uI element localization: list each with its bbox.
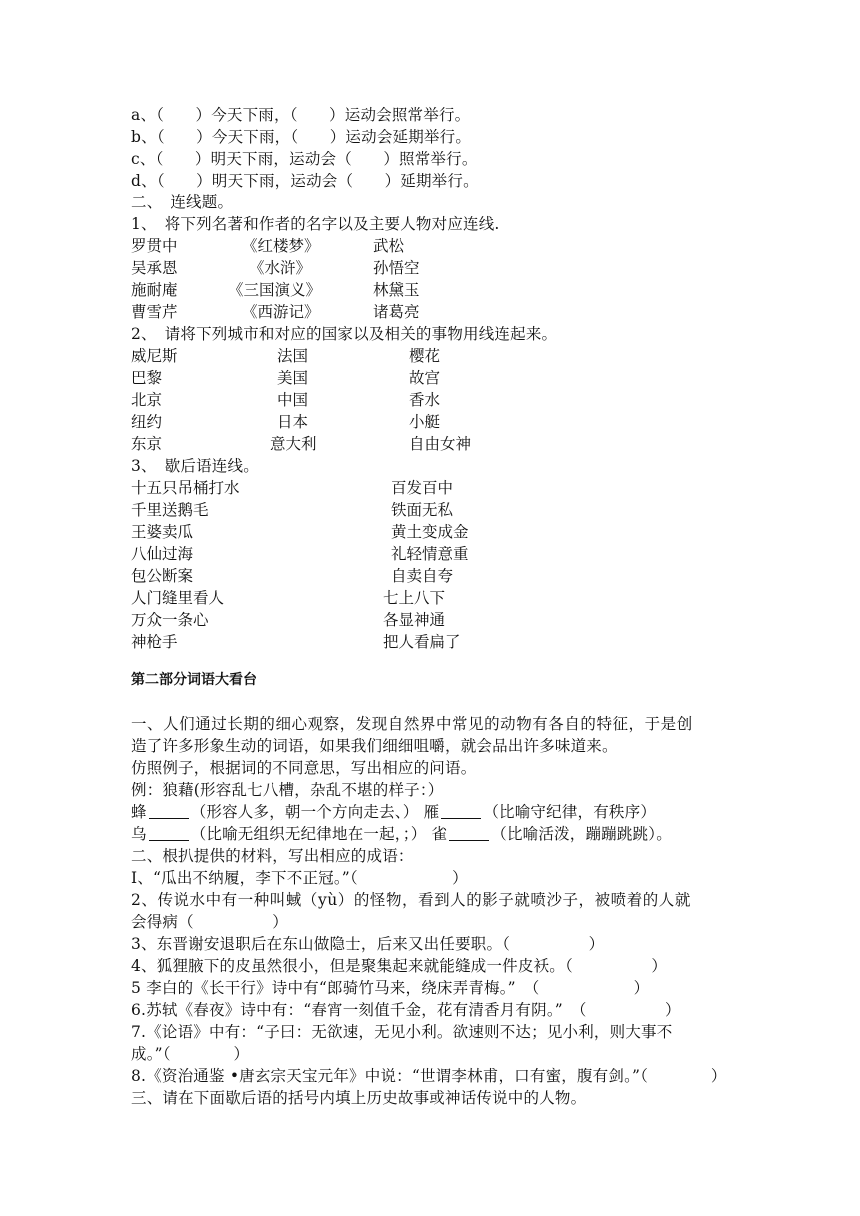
goose-hint: （比喻守纪律，有秩序） [483, 803, 657, 821]
p2-item-2-cont: 会得病（ ） [131, 913, 289, 931]
q3-answer: 礼轻情意重 [391, 545, 469, 563]
q3-answer: 七上八下 [383, 589, 446, 607]
q2-city: 巴黎 [131, 369, 163, 387]
q1-author: 曹雪芹 [131, 303, 178, 321]
option-b: b、（ ）今天下雨，（ ）运动会延期举行。 [131, 128, 472, 146]
p2-item-7: 7.《论语》中有：“子曰：无欲速，无见小利。欲速则不达；见小利，则大事不 [131, 1023, 673, 1041]
q3-riddle: 千里送鹅毛 [131, 501, 209, 519]
q2-item: 自由女神 [409, 435, 472, 453]
q1-character: 武松 [373, 237, 405, 255]
q2-city: 纽约 [131, 413, 163, 431]
crow-blank[interactable] [149, 826, 189, 841]
p2-item-8: 8.《资治通鉴 •唐玄宗天宝元年》中说：“世谓李林甫，口有蜜，腹有剑。”（ ） [131, 1067, 727, 1085]
goose-blank[interactable] [441, 804, 481, 819]
option-a: a、（ ）今天下雨，（ ）运动会照常举行。 [131, 106, 471, 124]
q3-riddle: 人门缝里看人 [131, 589, 225, 607]
q1-character: 林黛玉 [373, 281, 420, 299]
p2-item-1: I、“瓜出不纳履，李下不正冠。”（ ） [131, 869, 468, 887]
q2-country: 中国 [277, 391, 309, 409]
p1-example: 例：狼藉(形容乱七八槽，杂乱不堪的样子：） [131, 781, 444, 799]
q1-character: 诸葛亮 [373, 303, 420, 321]
p2-title: 二、根扒提供的材料，写出相应的成语： [131, 847, 414, 865]
p2-item-2: 2、传说水中有一种叫蜮（yù）的怪物，看到人的影子就喷沙子，被喷着的人就 [131, 891, 691, 909]
sparrow-blank[interactable] [449, 826, 489, 841]
q2-item: 故宫 [409, 369, 441, 387]
p1-intro-line-2: 造了许多形象生动的词语，如果我们细细咀嚼，就会品出许多味道来。 [131, 737, 618, 755]
q3-answer: 铁面无私 [391, 501, 454, 519]
fill-line-1 [131, 801, 656, 823]
option-d: d、（ ）明天下雨，运动会（ ）延期举行。 [131, 172, 479, 190]
q3-riddle: 万众一条心 [131, 611, 209, 629]
q1-book: 《水浒》 [249, 259, 312, 277]
q3-answer: 把人看扁了 [383, 633, 461, 651]
p2-item-4: 4、狐狸腋下的皮虽然很小，但是聚集起来就能缝成一件皮袄。（ ） [131, 957, 668, 975]
q1-book: 《三国演义》 [228, 281, 322, 299]
p2-item-5: 5 李白的《长干行》诗中有“郎骑竹马来，绕床弄青梅。” （ ） [131, 979, 650, 997]
q3-riddle: 王婆卖瓜 [131, 523, 194, 541]
q2-city: 威尼斯 [131, 347, 178, 365]
p3-title: 三、请在下面歇后语的括号内填上历史故事或神话传说中的人物。 [131, 1089, 587, 1107]
q1-author: 吴承恩 [131, 259, 178, 277]
p1-intro-line-1: 一、人们通过长期的细心观察，发现自然界中常见的动物有各自的特征，于是创 [131, 715, 693, 733]
q1-author: 罗贯中 [131, 237, 178, 255]
q1-character: 孙悟空 [373, 259, 420, 277]
q2-city: 北京 [131, 391, 163, 409]
option-c: c、（ ）明天下雨，运动会（ ）照常举行。 [131, 150, 478, 168]
q1-book: 《红楼梦》 [242, 237, 320, 255]
fill-line-2 [131, 823, 672, 845]
q3-riddle: 八仙过海 [131, 545, 194, 563]
q2-city: 东京 [131, 435, 163, 453]
q3-riddle: 十五只吊桶打水 [131, 479, 240, 497]
sparrow-char: 雀 [431, 825, 448, 843]
q3-answer: 各显神通 [383, 611, 446, 629]
q3-title: 3、 歇后语连线。 [131, 457, 259, 475]
q2-country: 法国 [277, 347, 309, 365]
q3-riddle: 包公断案 [131, 567, 194, 585]
goose-char: 雁 [423, 803, 440, 821]
q3-answer: 自卖自夸 [391, 567, 454, 585]
p2-item-7-cont: 成。”（ ） [131, 1045, 250, 1063]
crow-hint: （比喻无组织无纪律地在一起，；） [190, 825, 427, 843]
q2-item: 小艇 [409, 413, 441, 431]
q3-riddle: 神枪手 [131, 633, 178, 651]
q2-title: 2、 请将下列城市和对应的国家以及相关的事物用线连起来。 [131, 325, 558, 343]
q3-answer: 百发百中 [391, 479, 454, 497]
crow-char: 乌 [131, 825, 147, 843]
p1-instruction: 仿照例子，根据词的不同意思，写出相应的问语。 [131, 759, 477, 777]
bee-char: 蜂 [131, 803, 147, 821]
p2-item-3: 3、东晋谢安退职后在东山做隐士，后来又出任要职。（ ） [131, 935, 605, 953]
q2-country: 美国 [277, 369, 309, 387]
bee-hint: （形容人多，朝一个方向走去、） [190, 803, 419, 821]
q1-book: 《西游记》 [242, 303, 320, 321]
sparrow-hint: （比喻活泼，蹦蹦跳跳）。 [491, 825, 672, 843]
q2-item: 香水 [409, 391, 441, 409]
bee-blank[interactable] [149, 804, 189, 819]
q2-country: 日本 [277, 413, 309, 431]
q3-answer: 黄土变成金 [391, 523, 469, 541]
q1-author: 施耐庵 [131, 281, 178, 299]
section-2-title: 二、 连线题。 [131, 193, 234, 211]
p2-item-6: 6.苏轼《春夜》诗中有：“春宵一刻值千金，花有清香月有阴。” （ ） [131, 1001, 681, 1019]
q1-title: 1、 将下列名著和作者的名字以及主要人物对应连线. [131, 215, 500, 233]
part-2-heading: 第二部分词语大看台 [131, 672, 257, 688]
q2-country: 意大利 [270, 435, 317, 453]
q2-item: 樱花 [409, 347, 441, 365]
